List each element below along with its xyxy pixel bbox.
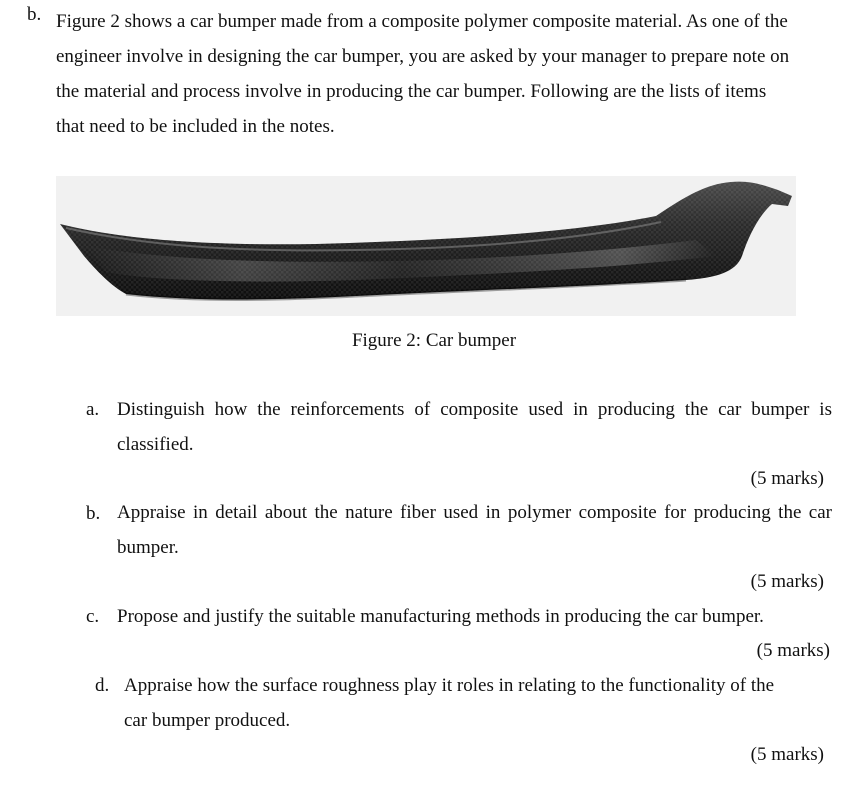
subquestion-c-marks: (5 marks): [756, 640, 830, 661]
car-bumper-image: [56, 176, 796, 316]
subquestion-line: Propose and justify the suitable manufacturing methods in producing the car bumper.: [117, 606, 764, 627]
subquestion-d-text: [124, 668, 824, 738]
subquestion-c-text: [117, 599, 832, 634]
question-intro: [56, 4, 836, 144]
subquestion-line: classified.: [117, 434, 194, 455]
subquestion-line: Distinguish how the reinforcements of composite used in producing the car bumper is: [117, 399, 832, 420]
car-bumper-figure: [56, 176, 796, 316]
intro-line: that need to be included in the notes.: [56, 116, 335, 137]
subquestion-b-marks: (5 marks): [750, 571, 824, 592]
subquestion-line: car bumper produced.: [124, 710, 291, 731]
intro-line: engineer involve in designing the car bumper, you are asked by your manager to prepare note on: [56, 46, 790, 67]
subquestion-line: Appraise how the surface roughness play it roles in relating to the functionality of the: [124, 675, 775, 696]
subquestion-d-letter: d.: [95, 675, 110, 696]
subquestion-a-text: [117, 392, 832, 462]
intro-line: the material and process involve in producing the car bumper. Following are the lists of items: [56, 81, 767, 102]
question-marker: b.: [27, 4, 42, 25]
subquestion-d-marks: (5 marks): [750, 744, 824, 765]
subquestion-line: bumper.: [117, 537, 179, 558]
subquestion-a-letter: a.: [86, 399, 100, 420]
figure-caption: Figure 2: Car bumper: [351, 330, 517, 351]
subquestion-c-letter: c.: [86, 606, 100, 627]
subquestion-line: Appraise in detail about the nature fiber used in polymer composite for producing the car: [117, 502, 832, 523]
subquestion-a-marks: (5 marks): [750, 468, 824, 489]
intro-line: Figure 2 shows a car bumper made from a composite polymer composite material. As one of the: [56, 11, 788, 32]
subquestion-b-text: [117, 495, 832, 565]
subquestion-b-letter: b.: [86, 503, 101, 524]
